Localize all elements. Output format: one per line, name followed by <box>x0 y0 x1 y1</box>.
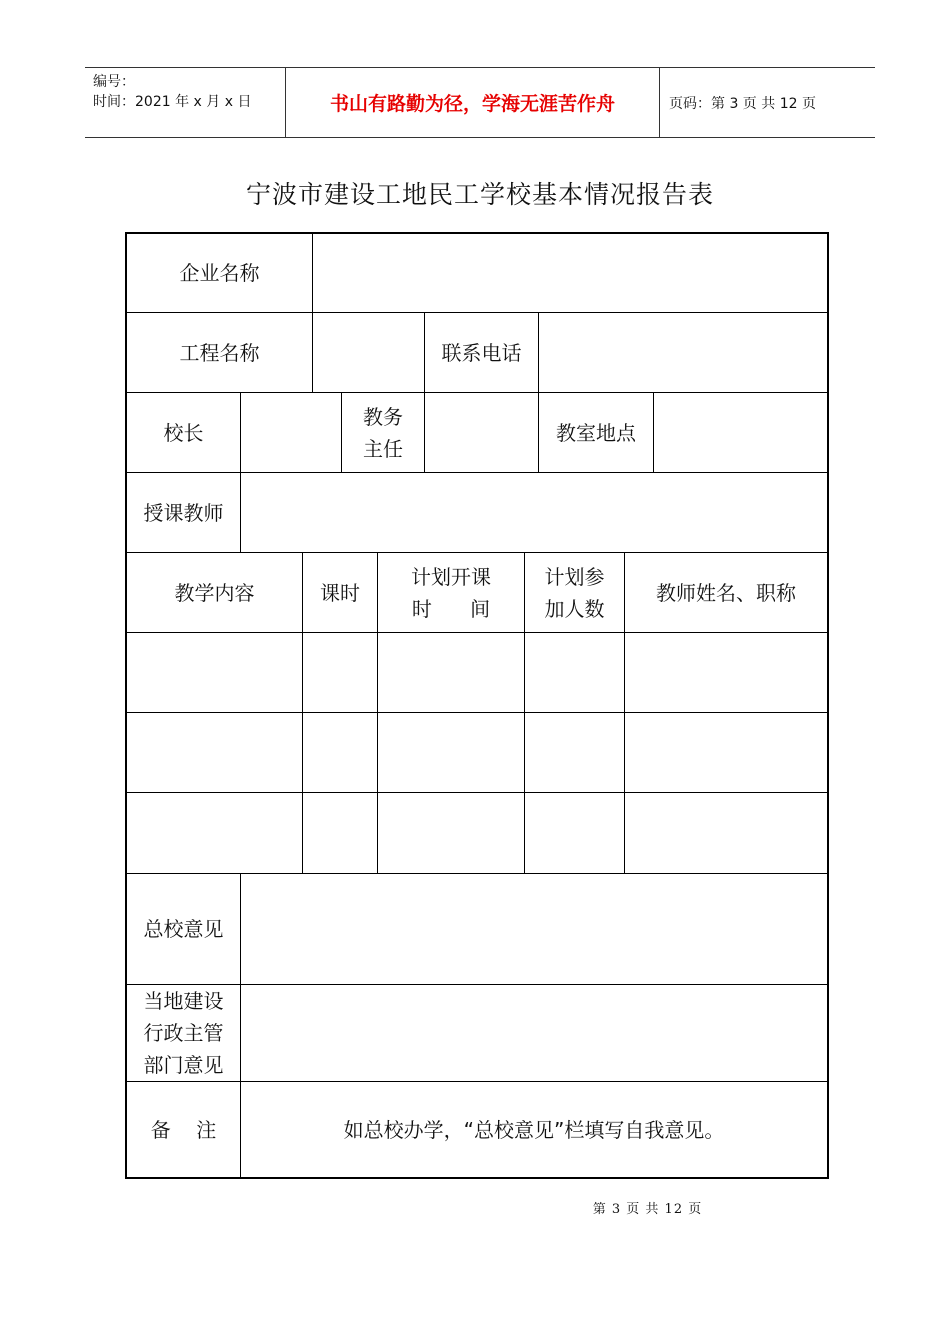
column-header-planned-time <box>378 553 524 632</box>
column-header-line: 计划开课 <box>411 564 491 589</box>
column-header-line: 计划参 <box>544 564 605 589</box>
remarks-label: 备 注 <box>150 1117 217 1142</box>
teachers-label: 授课教师 <box>143 500 224 525</box>
page-footer: 第 3 页 共 12 页 <box>592 1202 703 1217</box>
column-header-hours: 课时 <box>320 580 360 605</box>
principal-label: 校长 <box>163 420 204 445</box>
table-row[interactable] <box>127 713 827 792</box>
form-title: 宁波市建设工地民工学校基本情况报告表 <box>245 180 714 209</box>
local-authority-label-line: 当地建设 <box>143 989 224 1013</box>
document-time: 时间：2021 年 x 月 x 日 <box>93 94 252 110</box>
general-opinion-label: 总校意见 <box>143 917 224 941</box>
column-header-line: 加人数 <box>544 596 605 621</box>
contact-phone-label: 联系电话 <box>441 340 522 365</box>
company-name-label: 企业名称 <box>179 261 260 285</box>
project-name-label: 工程名称 <box>179 340 260 365</box>
column-header-line: 时 间 <box>411 596 491 621</box>
header-divider <box>659 68 660 137</box>
classroom-location-label: 教室地点 <box>556 420 636 445</box>
local-authority-opinion-label <box>127 985 240 1081</box>
academic-director-label <box>342 393 424 472</box>
column-header-teacher-title: 教师姓名、职称 <box>656 580 796 605</box>
project-name-field[interactable] <box>313 313 424 392</box>
header-slogan: 书山有路勤为径，学海无涯苦作舟 <box>329 93 615 115</box>
academic-director-label-line: 主任 <box>363 436 403 461</box>
remarks-text: 如总校办学，“总校意见”栏填写自我意见。 <box>343 1117 725 1142</box>
local-authority-label-line: 行政主管 <box>143 1021 224 1045</box>
general-opinion-field[interactable] <box>241 874 827 984</box>
page-header <box>85 67 875 138</box>
academic-director-label-line: 教务 <box>363 404 403 429</box>
column-header-participants <box>525 553 624 632</box>
company-name-field[interactable] <box>313 234 827 312</box>
table-row[interactable] <box>127 633 827 712</box>
header-meta <box>93 72 251 112</box>
local-authority-label-line: 部门意见 <box>143 1053 224 1077</box>
teachers-field[interactable] <box>241 473 827 552</box>
column-header-content: 教学内容 <box>174 580 255 605</box>
principal-field[interactable] <box>241 393 341 472</box>
contact-phone-field[interactable] <box>539 313 827 392</box>
header-page-info: 页码：第 3 页 共 12 页 <box>669 95 816 112</box>
classroom-location-field[interactable] <box>654 393 827 472</box>
table-row[interactable] <box>127 793 827 873</box>
document-number-label: 编号： <box>93 74 135 90</box>
academic-director-field[interactable] <box>425 393 538 472</box>
local-authority-opinion-field[interactable] <box>241 985 827 1081</box>
report-form-table <box>125 232 829 1179</box>
